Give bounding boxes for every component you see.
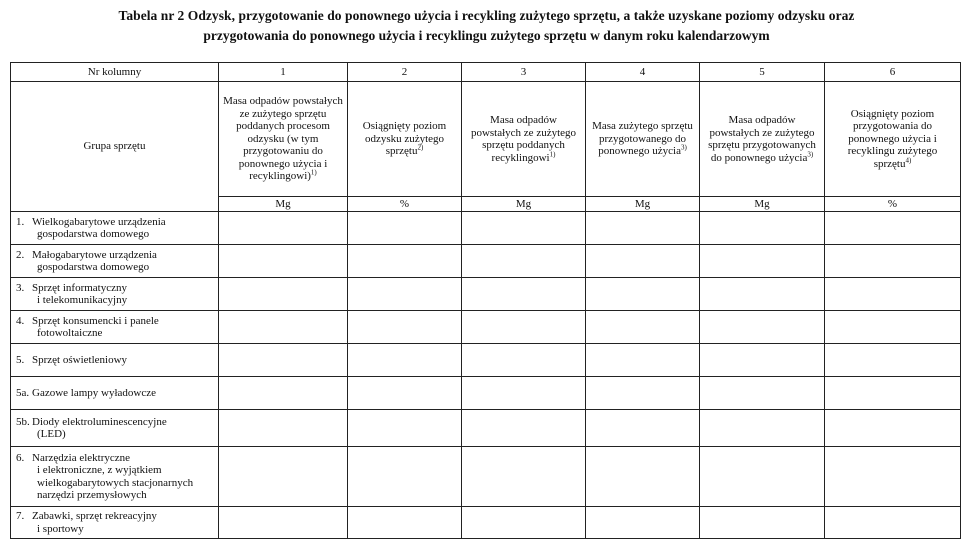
group-number: 3. <box>16 281 25 294</box>
header-row <box>11 82 961 197</box>
column-number: 2 <box>348 63 462 82</box>
column-number: 5 <box>700 63 825 82</box>
column-number-label: Nr kolumny <box>11 63 219 82</box>
value-cell[interactable] <box>219 377 348 410</box>
footnote-mark: 3) <box>680 143 687 152</box>
table-row <box>11 212 961 245</box>
value-cell[interactable] <box>462 344 586 377</box>
column-number-row <box>11 63 961 82</box>
value-cell[interactable] <box>462 311 586 344</box>
group-name: Sprzęt oświetleniowy <box>32 353 128 366</box>
value-cell[interactable] <box>348 311 462 344</box>
table-row <box>11 410 961 447</box>
group-name-continued: gospodarstwa domowego <box>37 228 150 240</box>
group-number: 6. <box>16 451 25 464</box>
value-cell[interactable] <box>348 507 462 539</box>
group-cell <box>11 447 219 507</box>
table-row <box>11 311 961 344</box>
column-header: Masa odpadów powstałych ze zużytego sprzętu poddanych procesom odzysku (w tym przygotowaniu do ponownego użycia i recyklingowi)$^{1)}$ <box>219 82 348 197</box>
group-name-continued: (LED) <box>37 428 66 440</box>
group-name-continued: fotowoltaiczne <box>37 327 103 339</box>
value-cell[interactable] <box>348 410 462 447</box>
value-cell[interactable] <box>825 447 961 507</box>
value-cell[interactable] <box>219 507 348 539</box>
value-cell[interactable] <box>825 344 961 377</box>
group-name-continued: gospodarstwa domowego <box>37 261 150 273</box>
group-number: 1. <box>16 215 25 228</box>
value-cell[interactable] <box>700 410 825 447</box>
value-cell[interactable] <box>700 447 825 507</box>
table-row <box>11 447 961 507</box>
unit-cell: Mg <box>462 197 586 212</box>
group-number: 4. <box>16 314 25 327</box>
unit-cell: Mg <box>219 197 348 212</box>
group-cell <box>11 410 219 447</box>
group-cell <box>11 344 219 377</box>
group-name: Gazowe lampy wyładowcze <box>32 386 157 399</box>
column-header: Masa zużytego sprzętu przygotowanego do ponownego użycia$^{3)}$ <box>586 82 700 197</box>
value-cell[interactable] <box>586 212 700 245</box>
value-cell[interactable] <box>219 344 348 377</box>
value-cell[interactable] <box>586 447 700 507</box>
table-row <box>11 344 961 377</box>
value-cell[interactable] <box>219 245 348 278</box>
group-number: 5b. <box>16 415 30 428</box>
group-name-continued: i sportowy <box>37 522 84 535</box>
value-cell[interactable] <box>700 377 825 410</box>
table-row <box>11 377 961 410</box>
group-number: 5a. <box>16 386 30 399</box>
group-name: Małogabarytowe urządzenia <box>32 248 157 261</box>
value-cell[interactable] <box>586 507 700 539</box>
footnote-mark: 4) <box>905 156 912 165</box>
table-row <box>11 245 961 278</box>
value-cell[interactable] <box>462 212 586 245</box>
unit-cell: Mg <box>700 197 825 212</box>
footnote-mark: 1) <box>310 168 317 177</box>
unit-cell: Mg <box>586 197 700 212</box>
group-cell <box>11 278 219 311</box>
column-number: 3 <box>462 63 586 82</box>
group-cell <box>11 377 219 410</box>
unit-cell: % <box>348 197 462 212</box>
table-row <box>11 278 961 311</box>
value-cell[interactable] <box>348 447 462 507</box>
value-cell[interactable] <box>700 344 825 377</box>
group-name: Diody elektroluminescencyjne <box>32 415 167 428</box>
value-cell[interactable] <box>586 245 700 278</box>
value-cell[interactable] <box>825 410 961 447</box>
value-cell[interactable] <box>348 212 462 245</box>
value-cell[interactable] <box>825 311 961 344</box>
value-cell[interactable] <box>700 507 825 539</box>
value-cell[interactable] <box>462 410 586 447</box>
value-cell[interactable] <box>825 377 961 410</box>
value-cell[interactable] <box>348 377 462 410</box>
value-cell[interactable] <box>700 245 825 278</box>
value-cell[interactable] <box>219 212 348 245</box>
value-cell[interactable] <box>348 245 462 278</box>
value-cell[interactable] <box>586 278 700 311</box>
group-cell <box>11 507 219 539</box>
value-cell[interactable] <box>348 278 462 311</box>
value-cell[interactable] <box>462 245 586 278</box>
group-cell <box>11 311 219 344</box>
footnote-mark: 1) <box>549 149 556 158</box>
table-row <box>11 507 961 539</box>
recovery-table <box>10 62 961 539</box>
column-number: 6 <box>825 63 961 82</box>
value-cell[interactable] <box>348 344 462 377</box>
value-cell[interactable] <box>586 311 700 344</box>
column-header: Masa odpadów powstałych ze zużytego sprzętu poddanych recyklingowi$^{1)}$ <box>462 82 586 197</box>
column-number: 4 <box>586 63 700 82</box>
value-cell[interactable] <box>825 212 961 245</box>
value-cell[interactable] <box>462 507 586 539</box>
group-name: Sprzęt informatyczny <box>32 281 127 294</box>
unit-cell: % <box>825 197 961 212</box>
group-name-continued: i elektroniczne, z wyjątkiem wielkogabarytowych stacjonarnych narzędzi przemysłowych <box>37 464 194 501</box>
column-header: Masa odpadów powstałych ze zużytego sprzętu przygotowanych do ponownego użycia$^{3)}$ <box>700 82 825 197</box>
footnote-mark: 3) <box>807 149 814 158</box>
group-cell <box>11 245 219 278</box>
value-cell[interactable] <box>586 410 700 447</box>
group-name: Wielkogabarytowe urządzenia <box>32 215 166 228</box>
value-cell[interactable] <box>825 278 961 311</box>
table-title <box>0 6 973 46</box>
value-cell[interactable] <box>462 377 586 410</box>
value-cell[interactable] <box>825 245 961 278</box>
column-number: 1 <box>219 63 348 82</box>
group-number: 7. <box>16 510 25 522</box>
column-header: Osiągnięty poziom odzysku zużytego sprzętu$^{2)}$ <box>348 82 462 197</box>
value-cell[interactable] <box>219 311 348 344</box>
value-cell[interactable] <box>700 311 825 344</box>
value-cell[interactable] <box>219 278 348 311</box>
group-header: Grupa sprzętu <box>11 82 219 212</box>
column-header: Osiągnięty poziom przygotowania do ponownego użycia i recyklingu zużytego sprzętu$^{4)}$ <box>825 82 961 197</box>
title-line-1: Tabela nr 2 Odzysk, przygotowanie do ponownego użycia i recykling zużytego sprzętu, a także uzyskane poziomy odzysku oraz <box>118 8 855 23</box>
group-number: 5. <box>16 353 25 366</box>
value-cell[interactable] <box>586 377 700 410</box>
value-cell[interactable] <box>462 447 586 507</box>
group-name-continued: i telekomunikacyjny <box>37 294 128 306</box>
value-cell[interactable] <box>219 410 348 447</box>
value-cell[interactable] <box>462 278 586 311</box>
group-cell <box>11 212 219 245</box>
value-cell[interactable] <box>219 447 348 507</box>
value-cell[interactable] <box>700 212 825 245</box>
group-name: Zabawki, sprzęt rekreacyjny <box>32 510 157 522</box>
value-cell[interactable] <box>586 344 700 377</box>
footnote-mark: 2) <box>417 143 424 152</box>
group-number: 2. <box>16 248 25 261</box>
value-cell[interactable] <box>700 278 825 311</box>
title-line-2: przygotowania do ponownego użycia i recyklingu zużytego sprzętu w danym roku kalendarzowym <box>203 28 770 43</box>
group-name: Sprzęt konsumencki i panele <box>32 314 159 327</box>
group-name: Narzędzia elektryczne <box>32 451 131 464</box>
value-cell[interactable] <box>825 507 961 539</box>
